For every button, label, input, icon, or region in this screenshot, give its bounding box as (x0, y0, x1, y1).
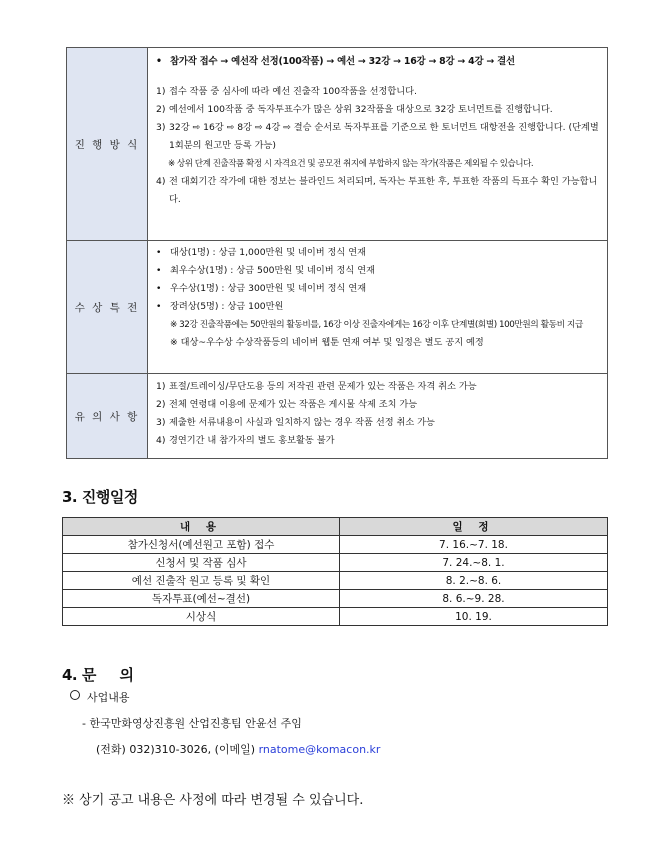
caution-item-1: 1) 표절/트레이싱/무단도용 등의 저작권 관련 문제가 있는 작품은 자격 취소 가능 (156, 381, 477, 392)
caution-row (67, 374, 608, 459)
caution-item-2: 2) 전체 연령대 이용에 문제가 있는 작품은 게시물 삭제 조치 가능 (156, 399, 418, 410)
schedule-content-cell: 독자투표(예선~결선) (63, 590, 340, 608)
table-row (63, 590, 608, 608)
process-item-2: 2) 예선에서 100작품 중 독자투표수가 많은 상위 32작품을 대상으로 32강 토너먼트를 진행합니다. (156, 104, 553, 115)
schedule-header-content: 내 용 (63, 518, 340, 536)
schedule-content-cell: 신청서 및 작품 심사 (63, 554, 340, 572)
award-row (67, 241, 608, 374)
caution-content (148, 374, 608, 459)
caution-label: 유 의 사 항 (67, 374, 148, 459)
table-row (63, 608, 608, 626)
caution-item-3: 3) 제출한 서류내용이 사실과 일치하지 않는 경우 작품 선정 취소 가능 (156, 417, 435, 428)
schedule-content-cell: 예선 진출작 원고 등록 및 확인 (63, 572, 340, 590)
award-note-2: ※ 대상~우수상 수상작품등의 네이버 웹툰 연재 여부 및 일정은 별도 공지 예정 (170, 337, 484, 348)
table-row (63, 536, 608, 554)
schedule-date-cell: 8. 2.~8. 6. (340, 572, 608, 590)
process-item-1: 1) 접수 작품 중 심사에 따라 예선 진출작 100작품을 선정합니다. (156, 86, 417, 97)
contact-category: 사업내용 (70, 689, 130, 705)
schedule-header-date: 일 정 (340, 518, 608, 536)
info-table (66, 47, 608, 459)
table-row (63, 572, 608, 590)
process-flow: • 참가작 접수 → 예선작 선정(100작품) → 예선 → 32강 → 16강 → 8강 → 4강 → 결선 (156, 53, 601, 71)
award-item-4: • 장려상(5명) : 상금 100만원 (156, 298, 601, 316)
schedule-date-cell: 7. 16.~7. 18. (340, 536, 608, 554)
email-label: (이메일) (214, 743, 256, 756)
award-item-2: • 최우수상(1명) : 상금 500만원 및 네이버 정식 연재 (156, 262, 601, 280)
process-item-4: 4) 전 대회기간 작가에 대한 정보는 블라인드 처리되며, 독자는 투표한 후, 투표한 작품의 득표수 확인 가능합니다. (156, 176, 598, 205)
schedule-date-cell: 8. 6.~9. 28. (340, 590, 608, 608)
schedule-heading: 3. 진행일정 (62, 488, 138, 506)
process-list (156, 83, 601, 209)
process-label: 진 행 방 식 (67, 48, 148, 241)
schedule-date-cell: 10. 19. (340, 608, 608, 626)
caution-item-4: 4) 경연기간 내 참가자의 별도 홍보활동 불가 (156, 435, 335, 446)
footer-note: ※ 상기 공고 내용은 사정에 따라 변경될 수 있습니다. (62, 793, 364, 808)
phone-value: 032)310-3026, (129, 743, 212, 756)
table-row (63, 554, 608, 572)
schedule-table (62, 517, 608, 626)
award-label: 수 상 특 전 (67, 241, 148, 374)
schedule-header-row (63, 518, 608, 536)
schedule-date-cell: 7. 24.~8. 1. (340, 554, 608, 572)
hollow-circle-icon (70, 690, 80, 700)
award-item-3: • 우수상(1명) : 상금 300만원 및 네이버 정식 연재 (156, 280, 601, 298)
phone-label: (전화) (96, 743, 126, 756)
process-content (148, 48, 608, 241)
process-note: ※ 상위 단계 진출작품 확정 시 자격요건 및 공모전 취지에 부합하지 않는 작가(작품은 제외될 수 있습니다. (168, 159, 534, 169)
contact-person: - 한국만화영상진흥원 산업진흥팀 안윤선 주임 (82, 717, 302, 730)
process-row (67, 48, 608, 241)
email-link[interactable]: rnatome@komacon.kr (258, 743, 381, 756)
schedule-content-cell: 참가신청서(예선원고 포함) 접수 (63, 536, 340, 554)
award-item-1: • 대상(1명) : 상금 1,000만원 및 네이버 정식 연재 (156, 244, 601, 262)
contact-line (96, 741, 380, 757)
award-note-1: ※ 32강 진출작품에는 50만원의 활동비를, 16강 이상 진출자에게는 16강 이후 단계별(회별) 100만원의 활동비 지급 (170, 320, 583, 330)
schedule-content-cell: 시상식 (63, 608, 340, 626)
award-content (148, 241, 608, 374)
process-item-3: 3) 32강 ⇨ 16강 ⇨ 8강 ⇨ 4강 ⇨ 결승 순서로 독자투표를 기준으로 한 토너먼트 대항전을 진행합니다. (단계별 1회분의 원고만 등록 가능) (156, 122, 599, 151)
contact-heading: 4. 문 의 (62, 666, 134, 684)
